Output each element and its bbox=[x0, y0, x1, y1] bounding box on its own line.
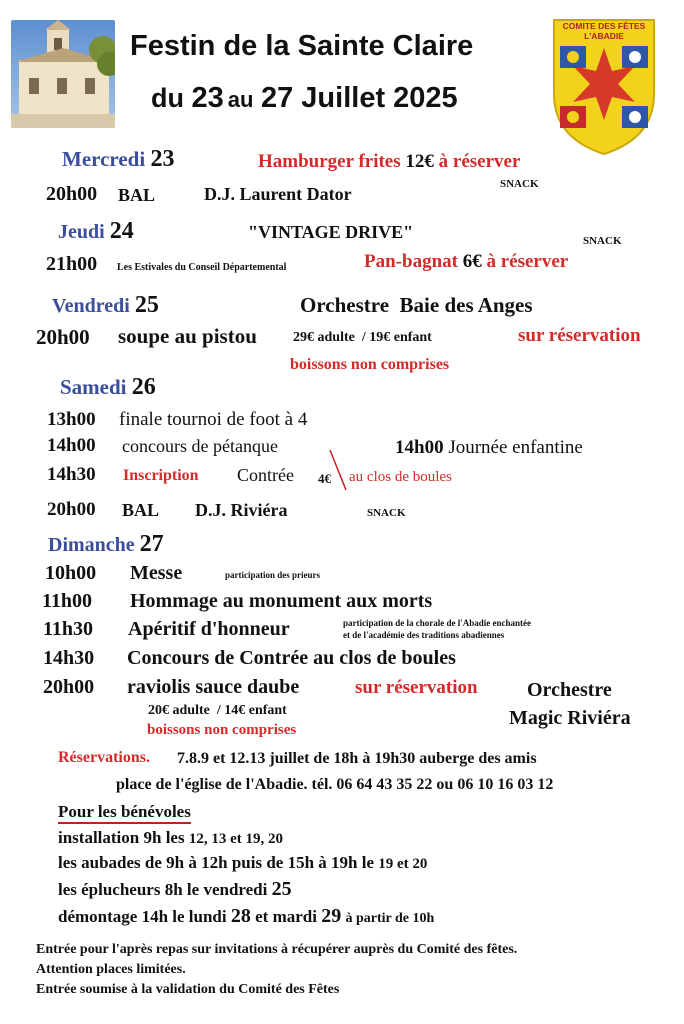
dimanche-time-1: 10h00 bbox=[45, 562, 97, 584]
dimanche-event-1: Messe bbox=[130, 562, 183, 584]
samedi-contree: Contrée bbox=[237, 465, 294, 485]
samedi-time-4: 20h00 bbox=[47, 499, 96, 520]
event-title: Festin de la Sainte Claire bbox=[130, 30, 474, 62]
vendredi-reservation: sur réservation bbox=[518, 325, 641, 346]
footer-line-2: Attention places limitées. bbox=[36, 962, 186, 977]
jeudi-event: "VINTAGE DRIVE" bbox=[248, 222, 414, 242]
reservations-line-1: 7.8.9 et 12.13 juillet de 18h à 19h30 auberge des amis bbox=[177, 750, 537, 767]
samedi-dj: D.J. Riviéra bbox=[195, 500, 288, 520]
jeudi-note: Les Estivales du Conseil Départemental bbox=[117, 262, 287, 273]
dimanche-note-1: participation des prieurs bbox=[225, 570, 321, 580]
benevoles-title: Pour les bénévoles bbox=[58, 802, 191, 824]
samedi-time-2: 14h00 bbox=[47, 435, 96, 456]
benevoles-line-3: les éplucheurs 8h le vendredi 25 bbox=[58, 878, 292, 900]
dimanche-time-2: 11h00 bbox=[42, 590, 93, 612]
samedi-place: au clos de boules bbox=[349, 469, 452, 485]
mercredi-time: 20h00 bbox=[46, 183, 98, 205]
footer-line-1: Entrée pour l'après repas sur invitations à récupérer auprès du Comité des fêtes. bbox=[36, 942, 518, 957]
dimanche-event-2: Hommage au monument aux morts bbox=[130, 590, 433, 612]
vendredi-time: 20h00 bbox=[36, 325, 90, 349]
mercredi-snack: SNACK bbox=[500, 178, 539, 190]
day-jeudi: Jeudi 24 bbox=[58, 218, 134, 244]
church-photo bbox=[11, 20, 115, 128]
day-vendredi: Vendredi 25 bbox=[52, 292, 159, 318]
vendredi-drinks: boissons non comprises bbox=[290, 356, 450, 373]
samedi-event-1: finale tournoi de foot à 4 bbox=[119, 409, 308, 430]
dimanche-event-5: raviolis sauce daube bbox=[127, 676, 300, 698]
dimanche-reservation: sur réservation bbox=[355, 677, 478, 698]
day-samedi: Samedi 26 bbox=[60, 374, 156, 400]
benevoles-line-4: démontage 14h le lundi 28 et mardi 29 à partir de 10h bbox=[58, 905, 435, 927]
footer-line-3: Entrée soumise à la validation du Comité des Fêtes bbox=[36, 982, 340, 997]
dimanche-note-3b: et de l'académie des traditions abadiennes bbox=[343, 630, 505, 640]
mercredi-menu: Hamburger frites 12€ à réserver bbox=[258, 151, 521, 172]
dimanche-prices: 20€ adulte / 14€ enfant bbox=[148, 703, 287, 718]
vendredi-orchestre: Orchestre Baie des Anges bbox=[300, 293, 533, 317]
jeudi-menu: Pan-bagnat 6€ à réserver bbox=[364, 251, 569, 272]
dimanche-time-5: 20h00 bbox=[43, 676, 95, 698]
benevoles-line-2: les aubades de 9h à 12h puis de 15h à 19h le 19 et 20 bbox=[58, 853, 428, 872]
vendredi-meal: soupe au pistou bbox=[118, 324, 257, 348]
jeudi-time: 21h00 bbox=[46, 253, 98, 275]
comite-crest-logo bbox=[550, 16, 658, 156]
day-dimanche: Dimanche 27 bbox=[48, 531, 164, 557]
benevoles-line-1: installation 9h les 12, 13 et 19, 20 bbox=[58, 828, 283, 847]
dimanche-drinks: boissons non comprises bbox=[147, 722, 297, 738]
samedi-inscription: Inscription bbox=[123, 467, 199, 484]
dimanche-time-3: 11h30 bbox=[43, 618, 94, 640]
samedi-time-3: 14h30 bbox=[47, 464, 96, 485]
reservations-line-2: place de l'église de l'Abadie. tél. 06 64 43 35 22 ou 06 10 16 03 12 bbox=[116, 776, 554, 793]
samedi-kids: 14h00 Journée enfantine bbox=[395, 437, 583, 458]
dimanche-note-3a: participation de la chorale de l'Abadie enchantée bbox=[343, 618, 531, 628]
mercredi-bal: BAL bbox=[118, 185, 156, 205]
samedi-price: 4€ bbox=[318, 471, 331, 486]
bracket-lines bbox=[328, 448, 348, 492]
dimanche-time-4: 14h30 bbox=[43, 647, 95, 669]
dimanche-orchestre-2: Magic Riviéra bbox=[509, 707, 631, 729]
crest-text-1: COMITE DES FÊTES bbox=[562, 21, 646, 31]
day-mercredi: Mercredi 23 bbox=[62, 146, 175, 172]
samedi-event-2: concours de pétanque bbox=[122, 436, 278, 456]
samedi-time-1: 13h00 bbox=[47, 409, 96, 430]
mercredi-dj: D.J. Laurent Dator bbox=[204, 184, 352, 204]
event-dates: du 23 au 27 Juillet 2025 bbox=[151, 82, 458, 114]
jeudi-snack: SNACK bbox=[583, 235, 622, 247]
reservations-label: Réservations. bbox=[58, 749, 150, 766]
crest-text-2: L'ABADIE bbox=[584, 31, 624, 41]
samedi-bal: BAL bbox=[122, 500, 160, 520]
samedi-snack: SNACK bbox=[367, 507, 406, 519]
dimanche-orchestre-1: Orchestre bbox=[527, 679, 612, 701]
dimanche-event-4: Concours de Contrée au clos de boules bbox=[127, 647, 456, 669]
dimanche-event-3: Apéritif d'honneur bbox=[128, 618, 290, 640]
vendredi-prices: 29€ adulte / 19€ enfant bbox=[293, 330, 432, 345]
